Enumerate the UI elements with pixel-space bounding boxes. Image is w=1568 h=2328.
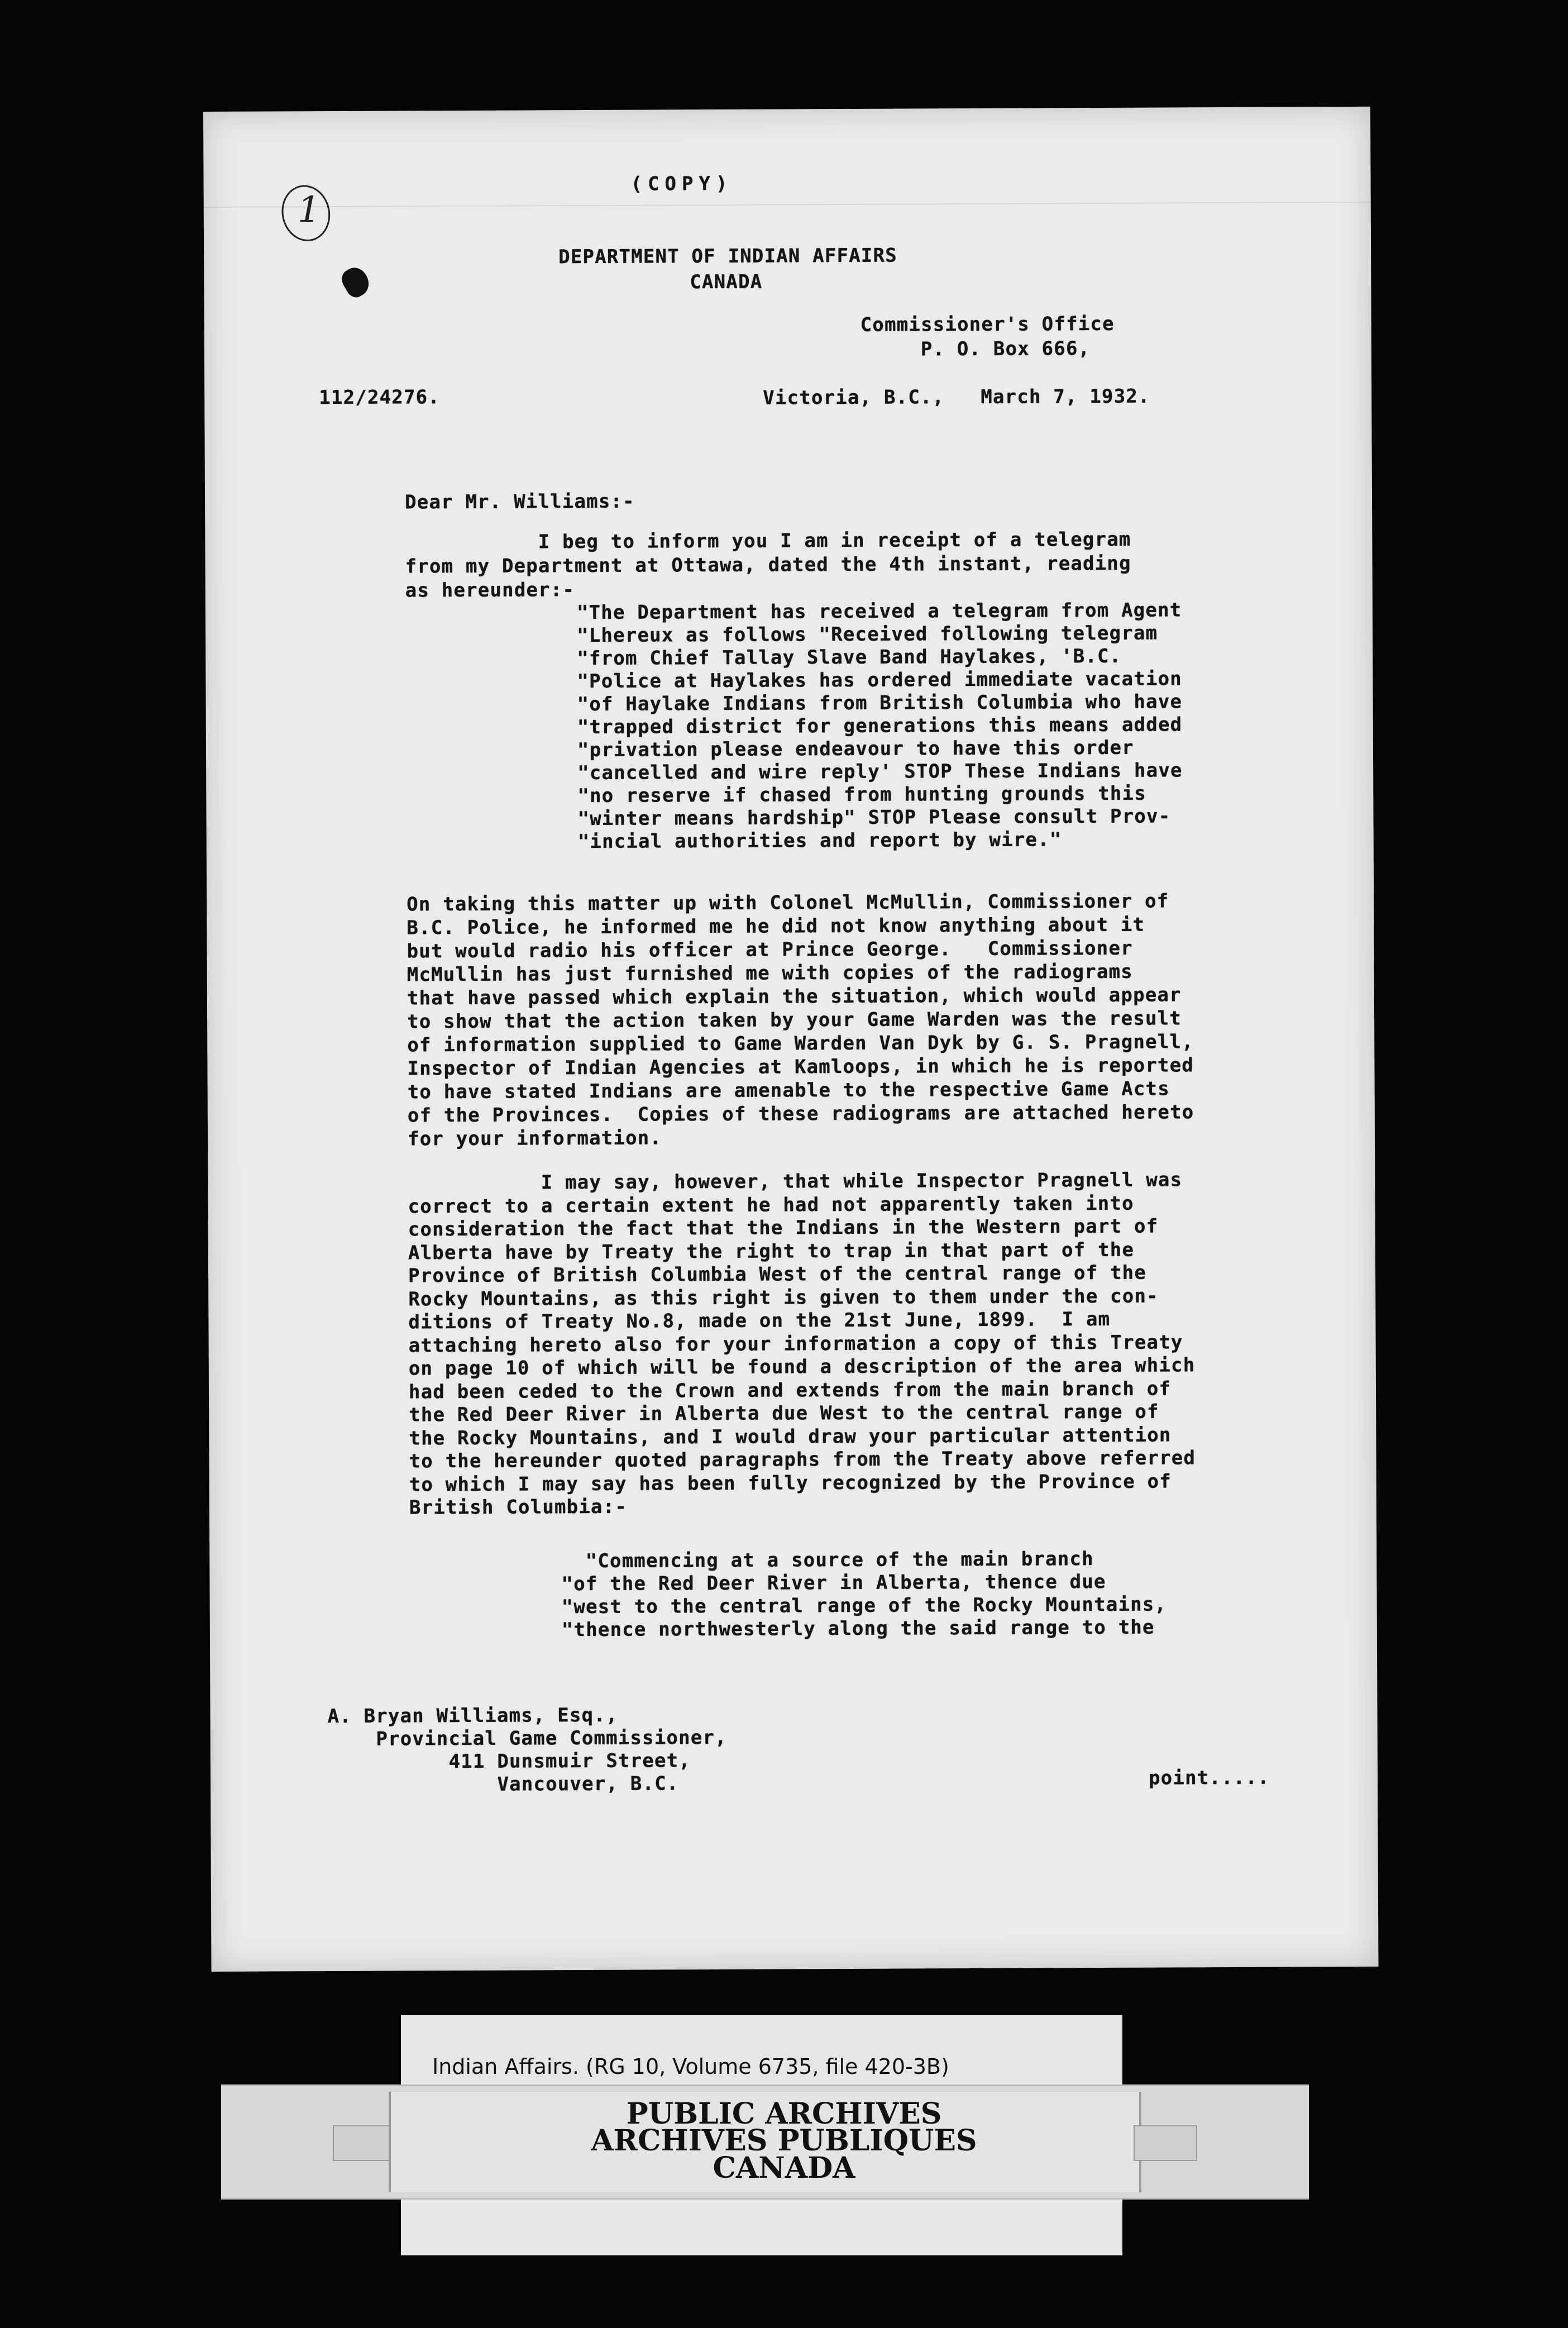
department-country: CANADA xyxy=(690,270,763,294)
archive-reference: Indian Affairs. (RG 10, Volume 6735, file 420-3B) xyxy=(432,2054,949,2079)
ink-blot xyxy=(338,263,374,300)
page-fold-line xyxy=(204,202,1371,208)
paragraph-2: On taking this matter up with Colonel McMullin, Commissioner of B.C. Police, he informed me he did not know anything about it but would radio his officer at Prince George. Commissioner McMullin has just furnished me with copies of the radiograms that have passed which explain the situation, which would appear to show that the action taken by your Game Warden was the result of information supplied to Game Warden Van Dyk by G. S. Pragnell, Inspector of Indian Agencies at Kamloops, in which he is reported to have stated Indians are amenable to the respective Game Acts of the Provinces. Copies of these radiograms are attached hereto for your information. xyxy=(407,890,1194,1151)
letter-page xyxy=(203,107,1379,1972)
salutation: Dear Mr. Williams:- xyxy=(404,490,635,514)
continuation-word: point..... xyxy=(1148,1766,1270,1790)
paragraph-1: I beg to inform you I am in receipt of a telegram from my Department at Ottawa, dated the 4th instant, reading as hereunder:- xyxy=(405,528,1131,602)
addressee-block: A. Bryan Williams, Esq., Provincial Game Commissioner, 411 Dunsmuir Street, Vancouver, B.C. xyxy=(327,1704,727,1797)
stamp-line-3: CANADA xyxy=(713,2151,855,2185)
stamp-line-1: PUBLIC ARCHIVES xyxy=(626,2097,942,2131)
department-name: DEPARTMENT OF INDIAN AFFAIRS xyxy=(558,244,897,269)
quoted-telegram: "The Department has received a telegram from Agent "Lhereux as follows "Received following telegram "from Chief Tallay Slave Band Haylakes, 'B.C. "Police at Haylakes has ordered immediate vacation "of Haylake Indians from British Columbia who have "trapped district for generations this means added "privation please endeavour to have this order "cancelled and wire reply' STOP These Indians have "no reserve if chased from hunting grounds this "winter means hardship" STOP Please consult Prov- "incial authorities and report by wire." xyxy=(576,599,1183,853)
paragraph-3: I may say, however, that while Inspector Pragnell was correct to a certain extent he had not apparently taken into consideration the fact that the Indians in the Western part of Alberta have by Treaty the right to trap in that part of the Province of British Columbia West of the central range of the Rocky Mountains, as this right is given to them under the con- ditions of Treaty No.8, made on the 21st June, 1899. I am attaching hereto also for your information a copy of this Treaty on page 10 of which will be found a description of the area which had been ceded to the Crown and extends from the main branch of the Red Deer River in Alberta due West to the central range of the Rocky Mountains, and I would draw your particular attention to the hereunder quoted paragraphs from the Treaty above referred to which I may say has been fully recognized by the Province of British Columbia:- xyxy=(408,1168,1196,1519)
dateline: Victoria, B.C., March 7, 1932. xyxy=(763,385,1150,409)
office-name: Commissioner's Office xyxy=(860,312,1115,336)
page-number: 1 xyxy=(297,189,321,231)
file-number: 112/24276. xyxy=(319,386,441,409)
quoted-treaty: "Commencing at a source of the main branch "of the Red Deer River in Alberta, thence due "west to the central range of the Rocky Mountains, "thence northwesterly along the said range to the xyxy=(561,1548,1167,1642)
po-box: P. O. Box 666, xyxy=(920,337,1091,361)
stamp-line-2: ARCHIVES PUBLIQUES xyxy=(591,2124,977,2158)
copy-mark: (COPY) xyxy=(630,172,733,195)
